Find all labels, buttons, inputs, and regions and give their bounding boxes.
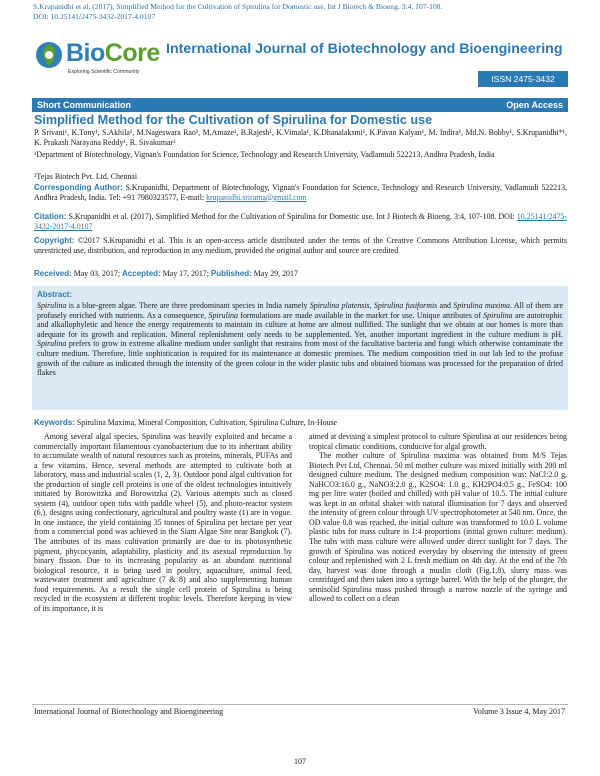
open-access-label: Open Access xyxy=(506,100,563,110)
accepted-label: Accepted: xyxy=(122,269,161,278)
copyright-block xyxy=(34,236,567,255)
footer-journal: International Journal of Biotechnology and Bioengineering xyxy=(34,707,224,716)
body-column-left: Among several algal species, Spirulina was heavily exploited and became a commercially important filamentous cyanobacterium due to its inheritant ability to accumulate wealth of natural resources such as proteins, minerals, PUFAs and a few vitamins. Hence, several methods are attempted to cultivate both at laboratory, mass and industrial scales (1, 2, 3). Outdoor pond algal cultivation for the production of single cell proteins is one of the oldest technologies intuitively initiated by Borowitzka and Borowitzka (2). Various attempts such as closed system (4), outdoor open tubs with paddle wheel (5), and photo-reactor system (6,), designs using confectionary, agricultural and poultry waste (1) are in vogue. In one instance, the yield containing 35 tonnes of Spirulina per hectare per year from a commercial pond was achieved in the Siam Algae Site near Bangkok (7). The attributes of its mass cultivation primarily are due to its photosynthetic pigment, phycocyanin, adaptability, plasticity and its asexual reproduction by binary fission. Due to its increasing popularity as an abundant nutritional biological resource, it is being used in poultry, aquaculture, animal feed, wastewater treatment and agriculture (7 & 8) and also supplementing human food requirements. As a result the single cell protein of Spirulina is being recycled in the ecosystem at different trophic levels. Therefore keeping in view of its importance, it is xyxy=(34,432,292,613)
abstract-box xyxy=(32,286,568,410)
corresponding-text: S.Krupanidhi, Department of Biotechnology, Vignan's Foundation for Science, Technology and Research University, Vadlamudi 522213, Andhra Pradesh, India. Tel: +91 7980323577, E-mail: xyxy=(34,183,567,202)
copyright-text: ©2017 S.Krupanidhi et al. This is an open-access article distributed under the terms of the Creative Commons Attribution License, which permits unrestricted use, distribution, and reproduction in any medium, provided the original author and source are credited xyxy=(34,236,567,255)
corresponding-label: Corresponding Author: xyxy=(34,183,123,192)
corresponding-email-link[interactable]: krupanidhi.srirama@gmail.com xyxy=(206,192,307,202)
body-column-right xyxy=(309,432,567,604)
body-right-paragraph-1: aimed at devising a simplest protocol to culture Spirulina at our residences being tropical climatic conditions, conducive for algal growth. xyxy=(309,432,567,451)
biocore-leaf-icon xyxy=(34,40,64,70)
abstract-text: Spirulina is a blue-green algae. There are three predominant species in India namely Spirulina platensis, Spirulina fusiformis and Spirulina maxima. All of them are profusely enriched with nutrients. As a consequence, Spirulina formulations are made available in the market for use. Unique attributes of Spirulina are autotrophic and alkallophyletic and hence the energy requirements to maintain its culture at home are almost nullified. The sunlight that we obtain at our homes is more than adequate for its growth and replication. Mineral replenishment only needs to be supplemented. Yet, another important ingredient in the culture medium is pH. Spirulina prefers to grow in extreme alkaline medium under sunlight that restrains from most of the facultative bacteria and fungi which otherwise contaminate the culture medium. Therefore, little sophistication is required for its maintenance at domestic premises. The medium composition tried in our lab led to the profuse growth of the culture as indicated through the intensity of the green colour in the wider plastic tubs and obtained biomass was processed for the preparation of dried flakes xyxy=(37,301,563,378)
logo-core: Core xyxy=(104,39,160,67)
logo-bio: Bio xyxy=(66,39,105,67)
article-type: Short Communication xyxy=(37,100,131,110)
received-label: Received: xyxy=(34,269,72,278)
body-right-paragraph-2: The mother culture of Spirulina maxima was obtained from M/S Tejas Biotech Pvt Ltd, Chennai. 50 ml mother culture was mixed initially with 200 ml designed culture medium. The designed medium composition was: NaCl:2.0 g, NaHCO3:16.0 g., NaNO3:2.0 g., K2SO4: 1.0 g., KH2PO4:0.5 g., FeSO4: 100 mg per litre water (boiled and chilled) with pH value of 10.5. The initial culture was kept in an orbital shaker with natural illumination for 7 days and observed the intensity of green colour through UV spectrophotometer at 540 nm. Once, the OD value 0.8 was reached, the initial culture was transformed to 10.0 L volume plastic tubs for mass culture in 1:4 proportions (initial grown culture: medium). The tubs with mass culture were allowed under direct sunlight for 7 days. The growth of Spirulina was noticed everyday by observing the intensity of green colour and replenished with 2 L fresh medium on 4th day. At the end of the 7th day, harvest was done through a muslin cloth (Fig.1.8), slurry mass was centrifuged and then taken into a syringe barrel. With the help of the plunger, the semisolid Spirulina mass pushed through a narrow nozzle of the syringe and allowed to collect on a clean xyxy=(309,451,567,604)
logo-wordmark xyxy=(66,39,160,67)
received-date: May 03, 2017; xyxy=(73,269,121,278)
citation-doi-link[interactable]: 10.25141/2475-3432-2017-4.0107 xyxy=(34,212,567,231)
keywords-text: Spirulina Maxima, Mineral Composition, Cultivation, Spirulina Culture, In-House xyxy=(76,418,338,427)
affiliation-2: ²Tejas Biotech Pvt. Ltd, Chennai xyxy=(34,172,138,181)
affiliation-1: ¹Department of Biotechnology, Vignan's Foundation for Science, Technology and Research University, Vadlamudi 522213, Andhra Pradesh, India xyxy=(34,150,495,159)
citation-text: S.Krupanidhi et al. (2017), Simplified Method for the Cultivation of Spirulina for Domestic use. Int J Biotech & Bioeng. 3:4, 107-108. DOI: xyxy=(68,212,515,221)
published-date: May 29, 2017 xyxy=(253,269,298,278)
abstract-label: Abstract: xyxy=(37,290,73,299)
published-label: Published: xyxy=(210,269,252,278)
header-citation xyxy=(33,2,573,22)
citation-label: Citation: xyxy=(34,212,67,221)
keywords-line xyxy=(34,418,567,428)
header-citation-line1: S.Krupanidhi et al. (2017), Simplified Method for the Cultivation of Spirulina for Domestic use. Int J Biotech & Bioeng. 3:4, 107-108. xyxy=(33,2,443,11)
logo-tagline: Exploring Scientific Community xyxy=(68,69,140,75)
dates-line xyxy=(34,269,567,279)
page-footer xyxy=(34,707,565,717)
footer-divider xyxy=(32,704,568,705)
footer-volume: Volume 3 Issue 4, May 2017 xyxy=(473,707,565,716)
biocore-logo xyxy=(34,37,162,79)
header-citation-line2: DOI: 10.25141/2475-3432-2017-4.0107 xyxy=(33,12,156,21)
corresponding-author xyxy=(34,183,567,202)
issn-badge: ISSN 2475-3432 xyxy=(478,71,568,87)
accepted-date: May 17, 2017; xyxy=(162,269,209,278)
page-number: 107 xyxy=(294,757,306,766)
journal-title: International Journal of Biotechnology and Bioengineering xyxy=(166,41,563,57)
section-bar xyxy=(32,98,568,112)
author-list: P. Srivani¹, K.Tony¹, S.Akhila¹, M.Nageswara Rao¹, M.Amaze¹, B.Rajesh¹, K.Vimala¹, K.Dhanalaksmi¹, K.Pavan Kalyan¹, M. Indira¹, Md.N. Bobby¹, S.Krupanidhi*¹, K. Prakash Narayana Reddy¹, R. Sivakumar² xyxy=(34,128,567,147)
citation-block xyxy=(34,212,567,231)
keywords-label: Keywords: xyxy=(34,418,75,427)
copyright-label: Copyright: xyxy=(34,236,75,245)
paper-title: Simplified Method for the Cultivation of Spirulina for Domestic use xyxy=(34,113,433,127)
